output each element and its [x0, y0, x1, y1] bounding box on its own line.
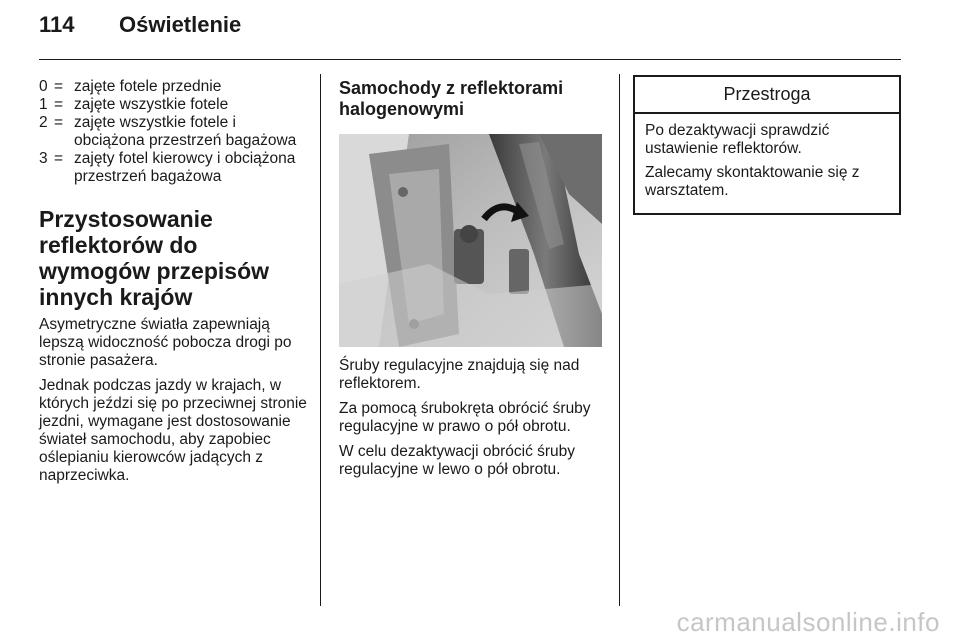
list-item-text: zajęte wszystkie fotele [74, 96, 229, 113]
caution-box [633, 75, 901, 215]
list-item-number: 2 [39, 114, 48, 131]
list-item-equals: = [54, 150, 64, 167]
column-divider-2 [619, 74, 620, 606]
list-item-text: zajęte wszystkie fotele i obciążona przestrzeń bagażowa [74, 114, 297, 149]
headlamp-adjustment-photo [339, 134, 602, 347]
list-item-text: zajęty fotel kierowcy i obciążona przestrzeń bagażowa [74, 150, 296, 185]
paragraph: Za pomocą śrubokręta obrócić śruby regulacyjne w prawo o pół obrotu. [339, 400, 591, 435]
column-2 [339, 78, 604, 486]
page-header [39, 12, 241, 38]
page-title: Oświetlenie [119, 12, 242, 37]
paragraph: Asymetryczne światła zapewniają lepszą widoczność pobocza drogi po stronie pasażera. [39, 316, 292, 369]
paragraph: Śruby regulacyjne znajdują się nad reflektorem. [339, 357, 580, 392]
paragraph: Po dezaktywacji sprawdzić ustawienie reflektorów. [645, 122, 830, 157]
caution-body [635, 114, 899, 213]
list-item [39, 114, 307, 150]
paragraph: W celu dezaktywacji obrócić śruby regulacyjne w lewo o pół obrotu. [339, 443, 576, 478]
list-item [39, 96, 307, 114]
column-1 [39, 78, 307, 492]
list-item-equals: = [54, 114, 64, 131]
subsection-heading: Samochody z reflektorami halogenowymi [339, 78, 564, 119]
list-item-equals: = [54, 96, 64, 113]
list-item-number: 1 [39, 96, 48, 113]
header-rule [39, 59, 901, 60]
paragraph: Jednak podczas jazdy w krajach, w których jeździ się po przeciwnej stronie jezdni, wymagane jest dostosowanie świateł samochodu, aby zapobiec oślepianiu kierowców jadących z naprzeciwka. [39, 377, 307, 484]
column-divider-1 [320, 74, 321, 606]
page-number: 114 [39, 12, 75, 37]
list-item-text: zajęte fotele przednie [74, 78, 222, 95]
paragraph: Zalecamy skontaktowanie się z warsztatem. [645, 164, 860, 199]
section-heading: Przystosowanie reflektorów do wymogów przepisów innych krajów [39, 206, 270, 310]
list-item-number: 0 [39, 78, 48, 95]
caution-title: Przestroga [635, 77, 899, 114]
watermark: carmanualsonline.info [676, 607, 940, 637]
list-item [39, 78, 307, 96]
list-item-number: 3 [39, 150, 48, 167]
list-item-equals: = [54, 78, 64, 95]
list-item [39, 150, 307, 186]
